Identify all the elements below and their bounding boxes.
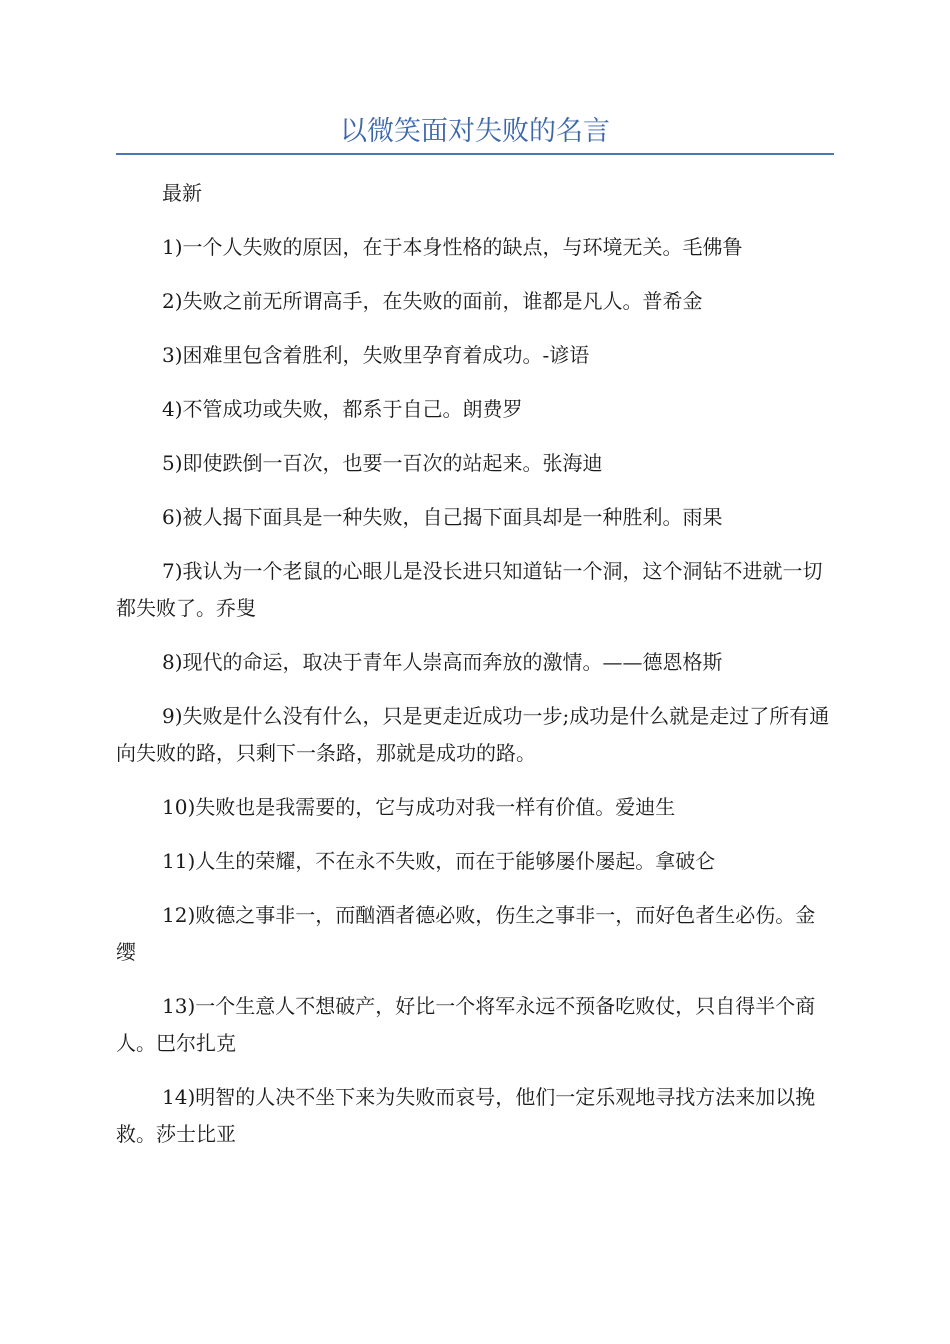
quote-paragraph: 11)人生的荣耀，不在永不失败，而在于能够屡仆屡起。拿破仑 <box>162 849 716 873</box>
quote-paragraph: 10)失败也是我需要的，它与成功对我一样有价值。爱迪生 <box>162 795 676 819</box>
quote-paragraph: 1)一个人失败的原因，在于本身性格的缺点，与环境无关。毛佛鲁 <box>162 235 743 259</box>
quote-paragraph: 9)失败是什么没有什么，只是更走近成功一步;成功是什么就是走过了所有通向失败的路，只剩下一条路，那就是成功的路。 <box>116 704 830 765</box>
paragraph-heading: 最新 <box>162 181 202 205</box>
quote-paragraph: 13)一个生意人不想破产，好比一个将军永远不预备吃败仗，只自得半个商人。巴尔扎克 <box>116 994 816 1055</box>
quote-paragraph: 5)即使跌倒一百次，也要一百次的站起来。张海迪 <box>162 451 603 475</box>
quote-paragraph: 2)失败之前无所谓高手，在失败的面前，谁都是凡人。普希金 <box>162 289 703 313</box>
quote-paragraph: 8)现代的命运，取决于青年人崇高而奔放的激情。——德恩格斯 <box>162 650 723 674</box>
title-underline <box>116 153 834 155</box>
quote-paragraph: 3)困难里包含着胜利，失败里孕育着成功。-谚语 <box>162 343 590 367</box>
quote-paragraph: 4)不管成功或失败，都系于自己。朗费罗 <box>162 397 523 421</box>
quote-paragraph: 12)败德之事非一，而酗酒者德必败，伤生之事非一，而好色者生必伤。金缨 <box>116 903 816 964</box>
quote-paragraph: 6)被人揭下面具是一种失败，自己揭下面具却是一种胜利。雨果 <box>162 505 723 529</box>
document-title: 以微笑面对失败的名言 <box>340 116 610 147</box>
quote-paragraph: 14)明智的人决不坐下来为失败而哀号，他们一定乐观地寻找方法来加以挽救。莎士比亚 <box>116 1085 816 1146</box>
document-body <box>116 175 834 1170</box>
quote-paragraph: 7)我认为一个老鼠的心眼儿是没长进只知道钻一个洞，这个洞钻不进就一切都失败了。乔叟 <box>116 559 823 620</box>
